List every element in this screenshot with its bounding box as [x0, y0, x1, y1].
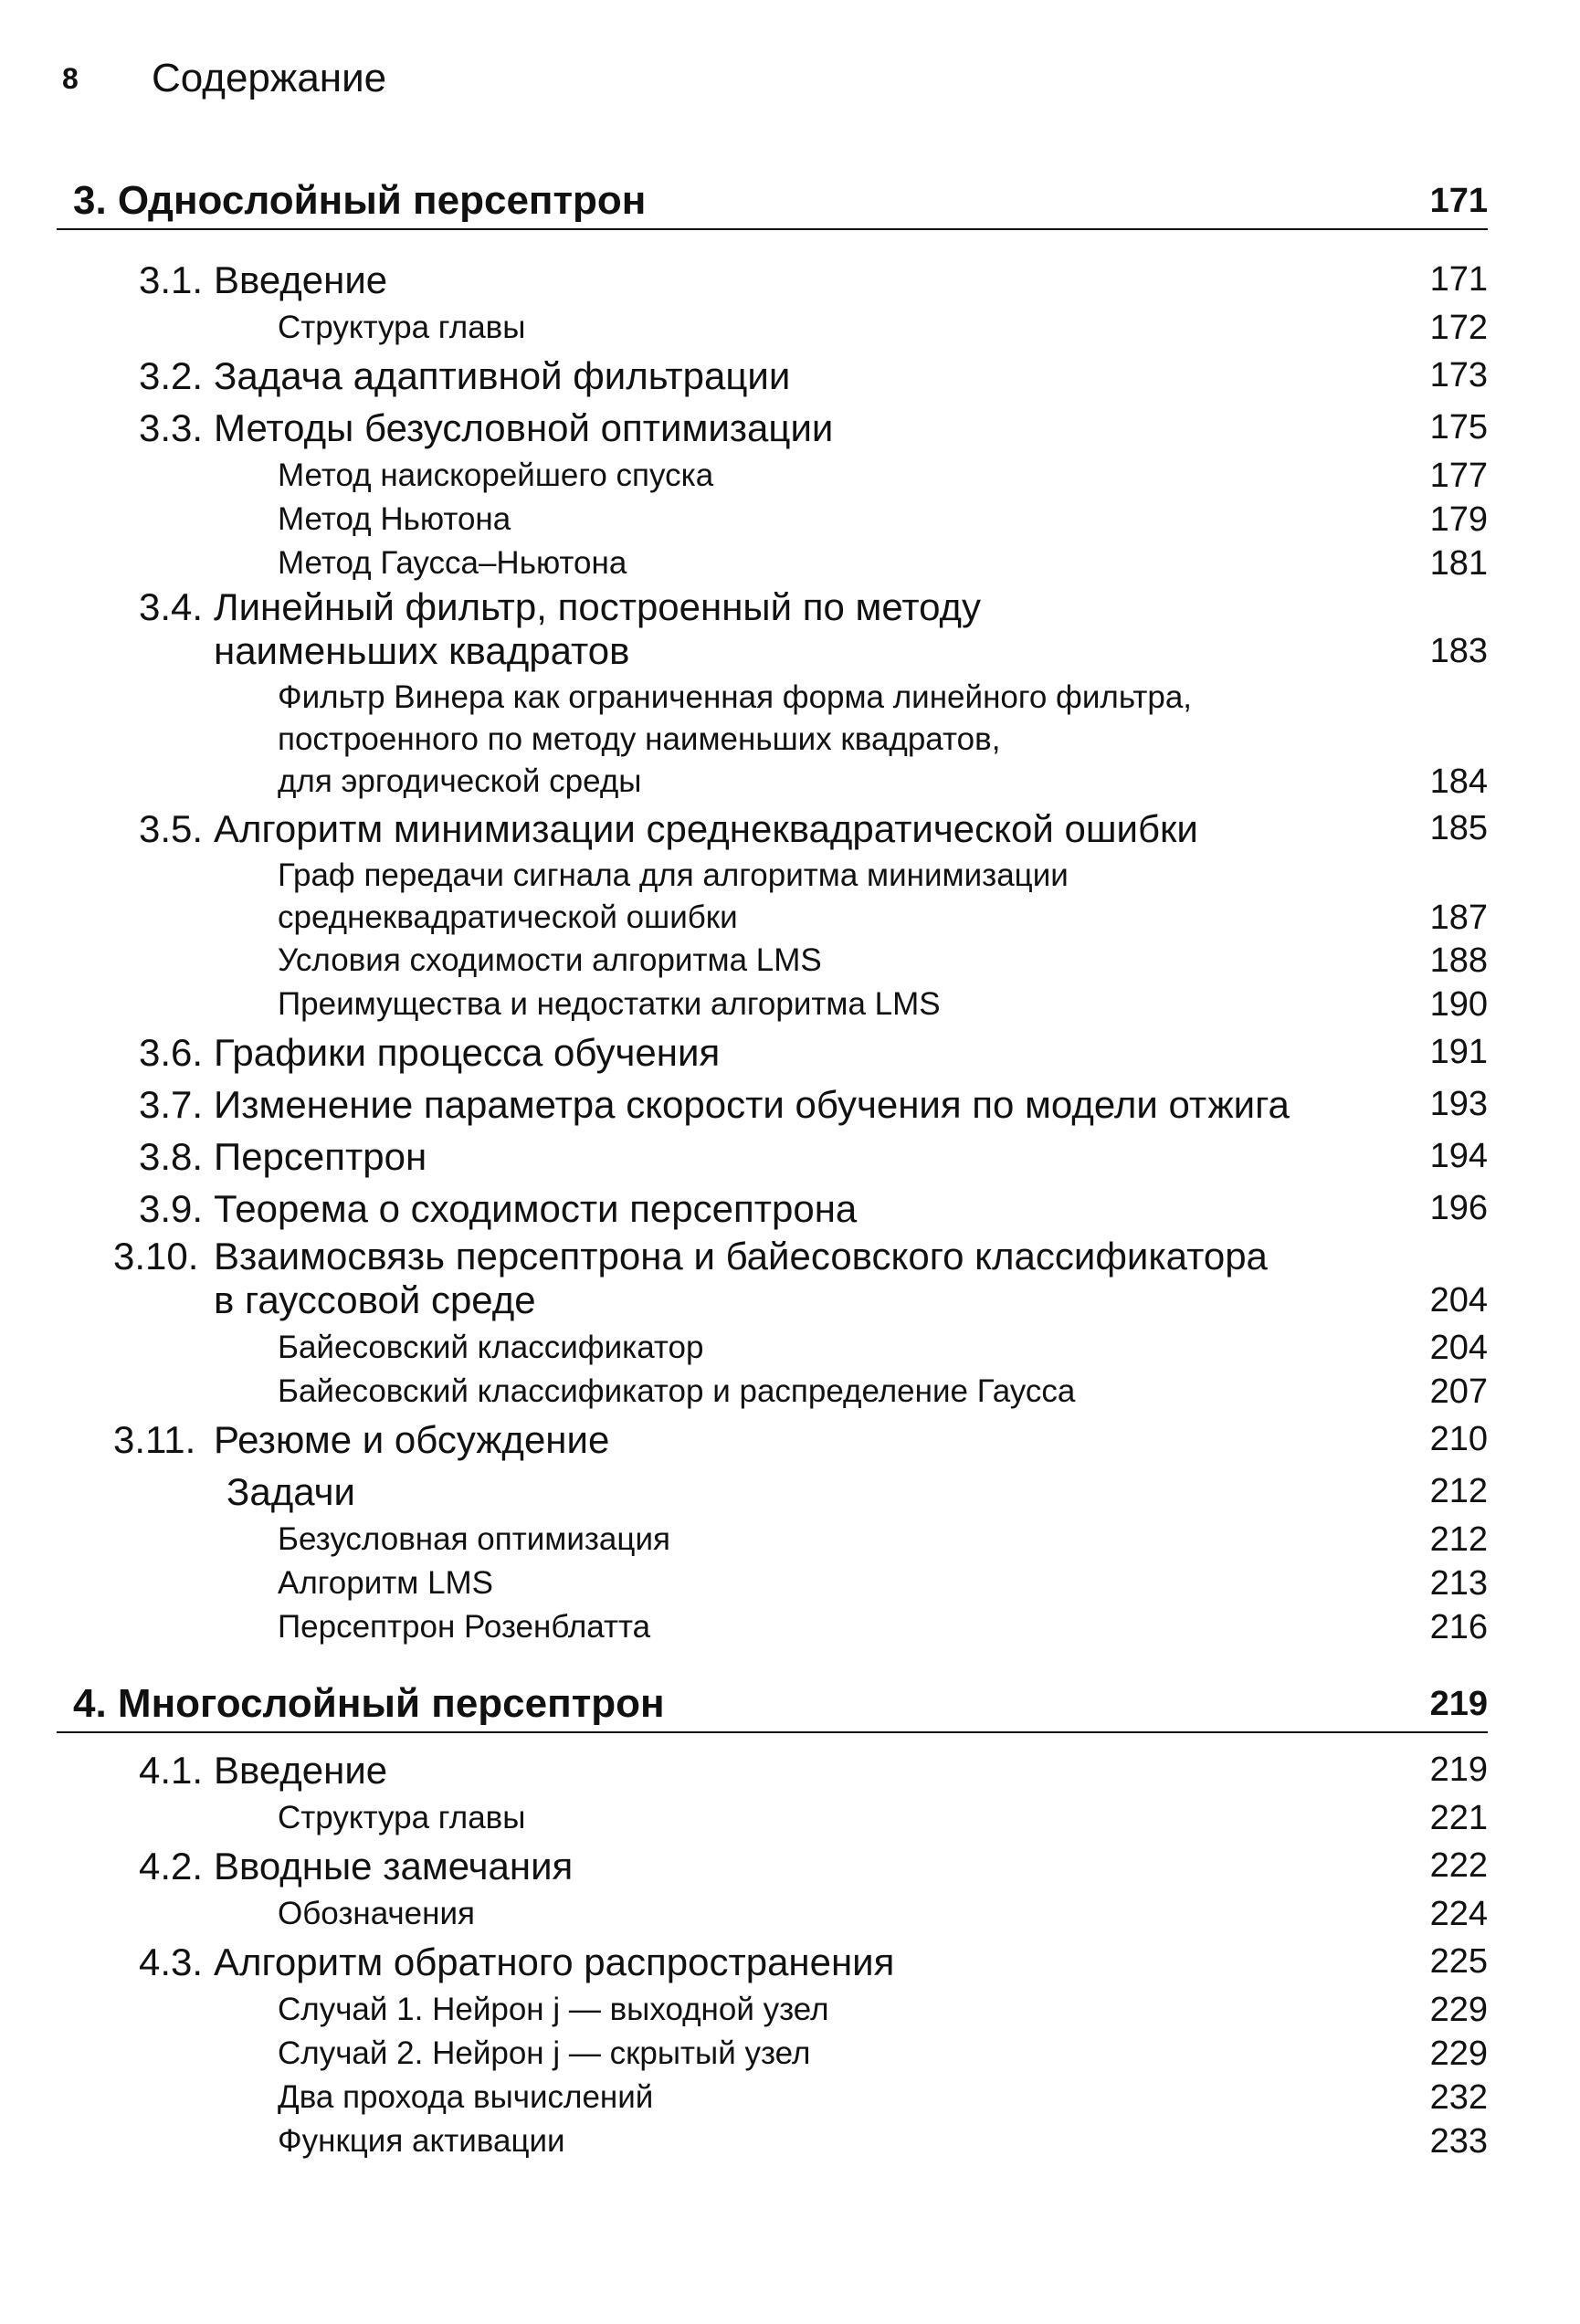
- toc-section-4-2[interactable]: [57, 1840, 1488, 1892]
- section-number: 3.9.: [139, 1186, 204, 1230]
- toc-subsection[interactable]: [57, 939, 1488, 983]
- section-number: 3.7.: [139, 1082, 204, 1126]
- section-title-line-2: в гауссовой среде: [214, 1278, 536, 1321]
- subsection-page: 190: [1429, 984, 1488, 1024]
- section-title: Теорема о сходимости персептрона: [214, 1186, 858, 1230]
- toc-section-3-11[interactable]: [57, 1414, 1488, 1466]
- toc-list-chapter-3: [57, 254, 1488, 1649]
- toc-section-3-5[interactable]: [57, 803, 1488, 855]
- page-header: [62, 51, 386, 106]
- section-title: Вводные замечания: [214, 1844, 574, 1888]
- subsection-title-line-1: Граф передачи сигнала для алгоритма минимизации: [278, 857, 1069, 893]
- section-page: 193: [1429, 1085, 1488, 1123]
- section-title: Задача адаптивной фильтрации: [214, 353, 791, 397]
- toc-section-4-3[interactable]: [57, 1936, 1488, 1988]
- toc-section-3-6[interactable]: [57, 1026, 1488, 1078]
- toc-subsection[interactable]: [57, 498, 1488, 542]
- subsection-page: 172: [1429, 308, 1488, 347]
- subsection-title-line-3: для эргодической среды: [278, 763, 642, 799]
- chapter-heading-3[interactable]: [57, 174, 1488, 230]
- subsection-title: Метод Гаусса–Ньютона: [278, 545, 627, 581]
- subsection-page: 187: [1429, 899, 1488, 937]
- section-title-line-1: Линейный фильтр, построенный по методу: [214, 585, 982, 628]
- toc-section-3-3[interactable]: [57, 402, 1488, 454]
- section-title: Графики процесса обучения: [214, 1030, 721, 1074]
- subsection-title: Структура главы: [278, 1800, 526, 1835]
- subsection-title: Структура главы: [278, 310, 526, 345]
- section-title: Методы безусловной оптимизации: [214, 405, 834, 449]
- section-page: 171: [1429, 260, 1488, 299]
- section-title: Алгоритм обратного распространения: [214, 1940, 895, 1983]
- toc-subsection[interactable]: [57, 677, 1488, 803]
- section-title: Алгоритм минимизации среднеквадратической ошибки: [214, 806, 1198, 850]
- toc-problems[interactable]: [57, 1466, 1488, 1518]
- section-number: 3.4.: [139, 585, 204, 628]
- subsection-page: 212: [1429, 1520, 1488, 1559]
- subsection-title: Условия сходимости алгоритма LMS: [278, 942, 822, 978]
- toc-subsection[interactable]: [57, 1326, 1488, 1370]
- toc-section-3-10[interactable]: [57, 1235, 1488, 1326]
- section-number: 3.2.: [139, 353, 204, 397]
- section-number: 3.8.: [139, 1134, 204, 1178]
- subsection-title: Метод наискорейшего спуска: [278, 457, 714, 493]
- section-page: 175: [1429, 408, 1488, 447]
- chapter-page: 171: [1429, 181, 1488, 220]
- chapter-title: 4. Многослойный персептрон: [73, 1681, 665, 1726]
- section-page: 185: [1429, 809, 1488, 847]
- section-number: 4.2.: [139, 1844, 204, 1888]
- section-page: 194: [1429, 1137, 1488, 1175]
- section-number: 3.6.: [139, 1030, 204, 1074]
- toc-subsection[interactable]: [57, 1518, 1488, 1562]
- section-title-line-1: Взаимосвязь персептрона и байесовского классификатора: [214, 1235, 1268, 1278]
- chapter-page: 219: [1429, 1684, 1488, 1723]
- subsection-page: 221: [1429, 1798, 1488, 1837]
- toc-subsection[interactable]: [57, 2119, 1488, 2163]
- section-page: 222: [1429, 1846, 1488, 1885]
- toc-section-4-1[interactable]: [57, 1744, 1488, 1796]
- toc-subsection[interactable]: [57, 1988, 1488, 2032]
- section-number: 3.1.: [139, 258, 204, 301]
- toc-section-3-9[interactable]: [57, 1183, 1488, 1235]
- section-number: 4.3.: [139, 1940, 204, 1983]
- chapter-heading-4[interactable]: [57, 1677, 1488, 1733]
- section-title: Введение: [214, 258, 388, 301]
- subsection-title: Байесовский классификатор и распределение Гаусса: [278, 1373, 1076, 1409]
- problems-page: 212: [1429, 1472, 1488, 1510]
- subsection-title: Преимущества и недостатки алгоритма LMS: [278, 986, 941, 1022]
- page-number: 8: [62, 61, 79, 95]
- subsection-title-line-1: Фильтр Винера как ограниченная форма линейного фильтра,: [278, 679, 1193, 715]
- section-page: 210: [1429, 1420, 1488, 1458]
- problems-title: Задачи: [226, 1469, 356, 1513]
- section-page: 191: [1429, 1033, 1488, 1071]
- subsection-page: 181: [1429, 543, 1488, 583]
- subsection-title: Обозначения: [278, 1896, 475, 1931]
- section-number: 3.3.: [139, 405, 204, 449]
- toc-section-3-4[interactable]: [57, 585, 1488, 677]
- toc-section-3-1[interactable]: [57, 254, 1488, 306]
- subsection-title: Случай 2. Нейрон j — скрытый узел: [278, 2035, 811, 2071]
- subsection-page: 216: [1429, 1607, 1488, 1646]
- toc-subsection[interactable]: [57, 1370, 1488, 1414]
- subsection-page: 213: [1429, 1563, 1488, 1603]
- subsection-page: 184: [1429, 762, 1488, 801]
- subsection-page: 233: [1429, 2121, 1488, 2161]
- toc-subsection[interactable]: [57, 542, 1488, 585]
- toc-subsection[interactable]: [57, 855, 1488, 939]
- toc-subsection[interactable]: [57, 1892, 1488, 1936]
- toc-subsection[interactable]: [57, 2076, 1488, 2119]
- subsection-page: 229: [1429, 1990, 1488, 2029]
- section-page: 173: [1429, 356, 1488, 394]
- section-number: 4.1.: [139, 1748, 204, 1792]
- subsection-title: Алгоритм LMS: [278, 1565, 494, 1601]
- subsection-title: Случай 1. Нейрон j — выходной узел: [278, 1992, 829, 2027]
- subsection-page: 188: [1429, 941, 1488, 980]
- section-page: 204: [1429, 1281, 1488, 1320]
- subsection-page: 207: [1429, 1372, 1488, 1411]
- toc-subsection[interactable]: [57, 983, 1488, 1026]
- section-page: 219: [1429, 1751, 1488, 1789]
- section-title: Резюме и обсуждение: [214, 1417, 610, 1461]
- section-number: 3.11.: [113, 1417, 196, 1461]
- toc-subsection[interactable]: [57, 1562, 1488, 1605]
- subsection-title: Безусловная оптимизация: [278, 1521, 670, 1557]
- subsection-page: 232: [1429, 2077, 1488, 2117]
- subsection-page: 177: [1429, 456, 1488, 495]
- toc-subsection[interactable]: [57, 1796, 1488, 1840]
- section-page: 183: [1429, 632, 1488, 670]
- subsection-title: Байесовский классификатор: [278, 1330, 704, 1365]
- section-title: Персептрон: [214, 1134, 427, 1178]
- toc-section-3-2[interactable]: [57, 350, 1488, 402]
- subsection-title-line-2: среднеквадратической ошибки: [278, 899, 738, 935]
- section-number: 3.10.: [113, 1235, 199, 1278]
- section-number: 3.5.: [139, 806, 204, 850]
- section-title: Изменение параметра скорости обучения по модели отжига: [214, 1082, 1290, 1126]
- subsection-page: 229: [1429, 2034, 1488, 2073]
- subsection-page: 224: [1429, 1894, 1488, 1933]
- running-title: Содержание: [152, 56, 387, 100]
- toc-subsection[interactable]: [57, 454, 1488, 498]
- subsection-page: 204: [1429, 1328, 1488, 1367]
- subsection-page: 179: [1429, 500, 1488, 539]
- subsection-title: Два прохода вычислений: [278, 2079, 654, 2115]
- toc-subsection[interactable]: [57, 306, 1488, 350]
- toc-list-chapter-4: [57, 1744, 1488, 2163]
- toc-section-3-7[interactable]: [57, 1078, 1488, 1130]
- chapter-title: 3. Однослойный персептрон: [73, 178, 647, 223]
- section-title-line-2: наименьших квадратов: [214, 629, 630, 672]
- section-page: 225: [1429, 1942, 1488, 1981]
- toc-subsection[interactable]: [57, 1605, 1488, 1649]
- subsection-title: Персептрон Розенблатта: [278, 1609, 651, 1645]
- subsection-title: Функция активации: [278, 2123, 565, 2159]
- toc-subsection[interactable]: [57, 2032, 1488, 2076]
- subsection-title-line-2: построенного по методу наименьших квадратов,: [278, 721, 1001, 757]
- section-title: Введение: [214, 1748, 388, 1792]
- section-page: 196: [1429, 1189, 1488, 1227]
- subsection-title: Метод Ньютона: [278, 501, 511, 537]
- toc-section-3-8[interactable]: [57, 1130, 1488, 1183]
